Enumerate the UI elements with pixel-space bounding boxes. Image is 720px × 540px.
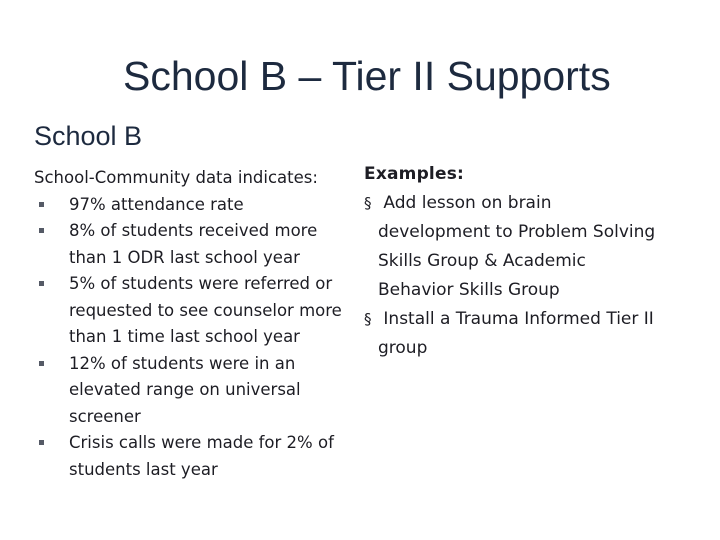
data-summary (34, 165, 349, 483)
section-bullet-icon: § (364, 310, 372, 328)
list-item-text: 5% of students were referred or requested to see counselor more than 1 time last school year (69, 274, 342, 346)
square-bullet-icon (39, 202, 44, 207)
list-item-text: 97% attendance rate (69, 194, 244, 214)
data-summary-list (34, 192, 349, 484)
examples-list (364, 189, 664, 363)
square-bullet-icon (39, 361, 44, 366)
list-item (34, 430, 349, 483)
list-item (34, 271, 349, 351)
square-bullet-icon (39, 281, 44, 286)
list-item-text: Crisis calls were made for 2% of students last year (69, 433, 334, 479)
data-summary-intro: School-Community data indicates: (34, 168, 318, 187)
examples-heading: Examples: (364, 164, 465, 184)
list-item (364, 305, 664, 363)
list-item-text: 8% of students received more than 1 ODR last school year (69, 221, 318, 267)
square-bullet-icon (39, 228, 44, 233)
list-item-text: Add lesson on brain development to Problem Solving Skills Group & Academic Behavior Skills Group (378, 193, 656, 300)
list-item (34, 351, 349, 431)
list-item (34, 218, 349, 271)
slide-title: School B – Tier II Supports (123, 53, 611, 99)
list-item-text: 12% of students were in an elevated range on universal screener (69, 353, 301, 426)
section-heading: School B (34, 121, 143, 151)
list-item (34, 192, 349, 219)
section-bullet-icon: § (364, 194, 372, 212)
square-bullet-icon (39, 440, 44, 445)
list-item-text: Install a Trauma Informed Tier II group (378, 309, 654, 358)
examples (364, 160, 664, 363)
list-item (364, 189, 664, 305)
